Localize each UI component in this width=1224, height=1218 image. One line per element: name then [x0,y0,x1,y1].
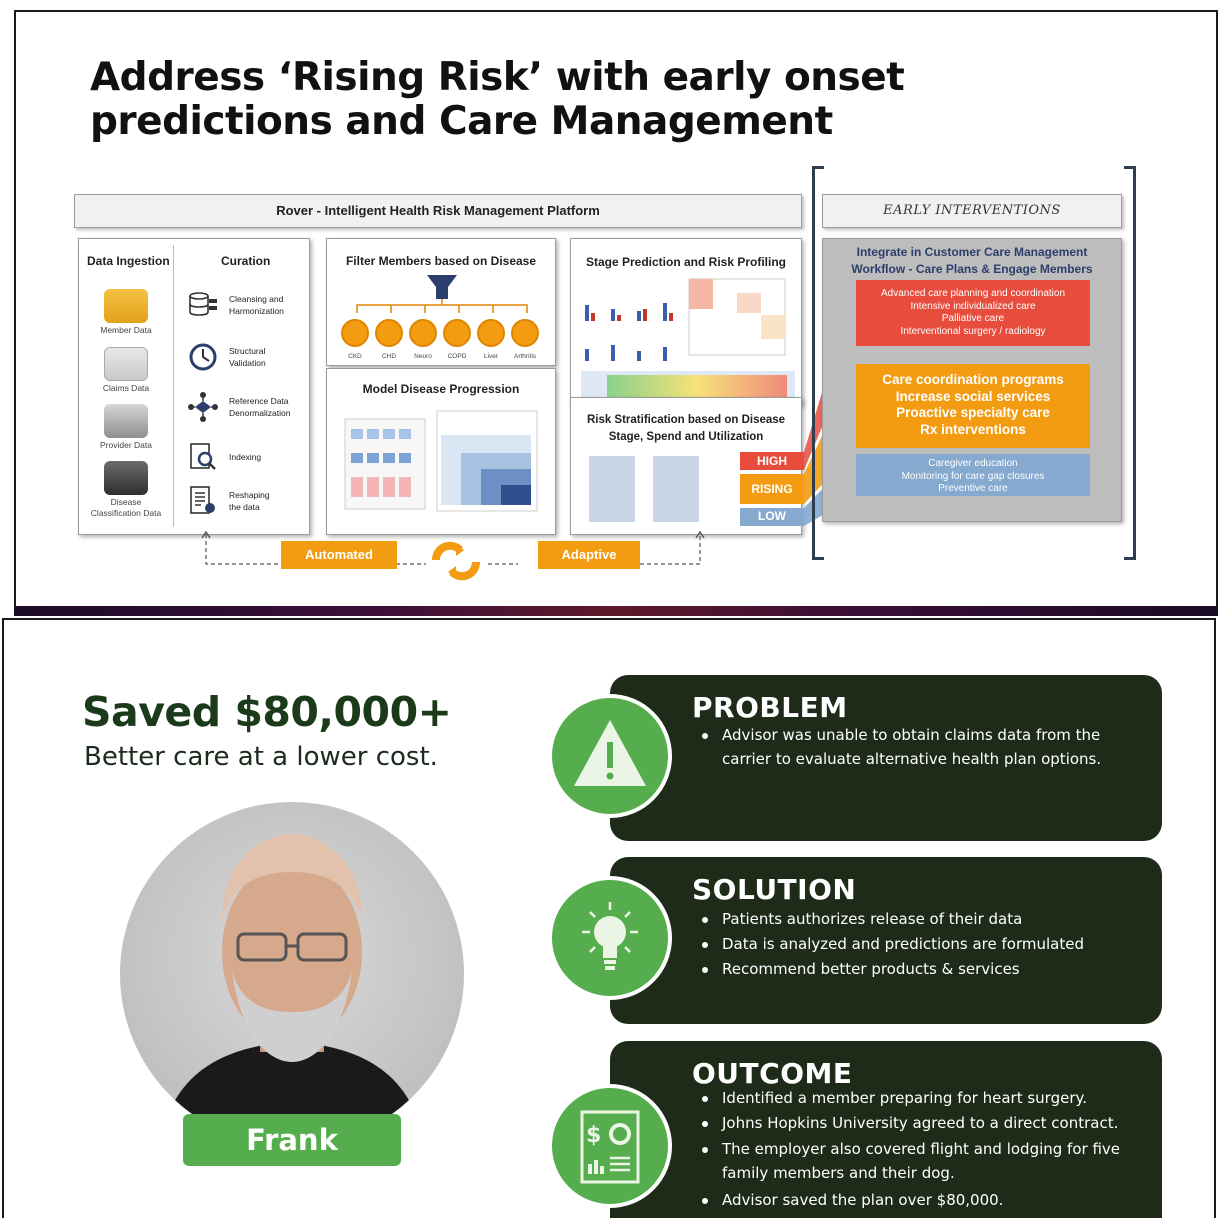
solution-icon-circle [548,876,672,1000]
outcome-icon-circle [548,1084,672,1208]
disease-label-chd: CHD [381,353,397,360]
disease-label-copd: COPD [447,353,467,360]
high-risk-interventions: Advanced care planning and coordination Intensive individualized care Palliative care Interventional surgery / radiology [856,280,1090,346]
network-icon [187,391,219,423]
curation-step-reshaping [187,483,307,523]
heart-icon [375,319,403,347]
savings-subheadline: Better care at a lower cost. [84,742,438,772]
curation-step-indexing [187,439,307,479]
member-data-label: Member Data [100,325,152,335]
portrait-illustration [120,802,464,1146]
early-interventions-title: EARLY INTERVENTIONS [822,194,1122,228]
database-icon [187,289,219,321]
outcome-list [702,1086,1136,1212]
reshaping-label: Reshaping the data [229,490,270,512]
curation-step-validation [187,339,307,379]
index-search-icon [187,441,219,473]
ingestion-title: Data Ingestion [87,254,170,268]
outcome-title: OUTCOME [692,1057,853,1090]
solution-item: Data is analyzed and predictions are formulated [702,932,1136,956]
solution-title: SOLUTION [692,873,857,906]
svg-text:$: $ [586,1123,602,1148]
claims-data-item [83,347,169,394]
joint-icon [511,319,539,347]
liver-icon [477,319,505,347]
outcome-item: Advisor saved the plan over $80,000. [702,1188,1136,1212]
outcome-item: Johns Hopkins University agreed to a direct contract. [702,1111,1136,1135]
early-interventions-subtitle: Integrate in Customer Care Management Workflow - Care Plans & Engage Members [851,245,1093,276]
stage-prediction-panel [570,238,802,406]
lightbulb-icon [552,880,668,996]
risk-rising-label: RISING [751,482,793,496]
disease-database-icon [104,461,148,495]
solution-item: Recommend better products & services [702,957,1136,981]
problem-list [702,723,1136,771]
title-line-2: predictions and Care Management [90,99,833,144]
top-slide-title [90,56,990,144]
ingestion-curation-panel [78,238,310,535]
problem-card [610,675,1162,841]
right-bracket [1124,166,1136,560]
member-database-icon [104,289,148,323]
clock-cycle-icon [187,341,219,373]
kidney-icon [341,319,369,347]
solution-list [702,907,1136,981]
disease-label-arthritis: Arthritis [513,353,537,360]
member-photo [120,802,464,1146]
solution-item: Patients authorizes release of their data [702,907,1136,931]
cycle-arrows-icon [426,538,486,584]
curation-step-cleansing [187,287,307,327]
risk-profile-charts [581,275,795,401]
indexing-label: Indexing [229,452,262,462]
provider-data-label: Provider Data [100,440,152,450]
outcome-item: Identified a member preparing for heart surgery. [702,1086,1136,1110]
document-gear-icon [187,485,219,517]
provider-data-item [83,404,169,451]
disease-label: Disease [110,497,142,507]
disease-label-ckd: CKD [348,353,362,360]
member-data-item [83,289,169,336]
solution-card [610,857,1162,1024]
disease-label-neuro: Neuro [414,353,432,360]
disease-label-liver: Liver [483,353,499,360]
platform-title-bar: Rover - Intelligent Health Risk Management Platform [74,194,802,228]
problem-title: PROBLEM [692,691,848,724]
filter-title: Filter Members based on Disease [345,254,537,268]
member-name-badge: Frank [183,1114,401,1166]
stethoscope-database-icon [104,404,148,438]
low-risk-interventions: Caregiver education Monitoring for care gap closures Preventive care [856,454,1090,496]
cleansing-label: Cleansing and Harmonization [229,294,284,316]
risk-low-label: LOW [758,509,786,523]
problem-item: Advisor was unable to obtain claims data from the carrier to evaluate alternative health plan options. [702,723,1136,771]
outcome-card [610,1041,1162,1218]
validation-label: Structural Validation [229,346,266,368]
risk-title-2: Stage, Spend and Utilization [608,431,764,443]
column-separator [173,245,174,527]
title-line-1: Address ‘Rising Risk’ with early onset [90,55,905,100]
model-progression-panel [326,368,556,535]
automated-label: Automated [281,541,397,569]
rising-risk-interventions: Care coordination programs Increase social services Proactive specialty care Rx interventions [856,364,1090,448]
lungs-icon [443,319,471,347]
claims-database-icon [104,347,148,381]
brain-icon [409,319,437,347]
adaptive-label: Adaptive [538,541,640,569]
risk-high-label: HIGH [757,454,787,468]
savings-headline: Saved $80,000+ [82,688,452,736]
member-grid-visual [589,456,719,526]
curation-title: Curation [221,254,271,268]
filter-members-panel [326,238,556,366]
curation-step-reference [187,389,307,429]
claims-data-label: Claims Data [102,383,150,393]
outcome-item: The employer also covered flight and lodging for five family members and their dog. [702,1137,1136,1185]
risk-title-1: Risk Stratification based on Disease [586,414,786,426]
warning-triangle-icon [552,698,668,814]
progression-diagram [341,405,541,523]
slide-divider [14,606,1218,616]
classification-data-label: Classification Data [90,508,162,518]
reference-label: Reference Data Denormalization [229,396,291,418]
stage-title: Stage Prediction and Risk Profiling [585,255,787,269]
problem-icon-circle [548,694,672,818]
model-title: Model Disease Progression [362,382,520,396]
financial-report-icon [552,1088,668,1204]
disease-data-item [83,461,169,519]
